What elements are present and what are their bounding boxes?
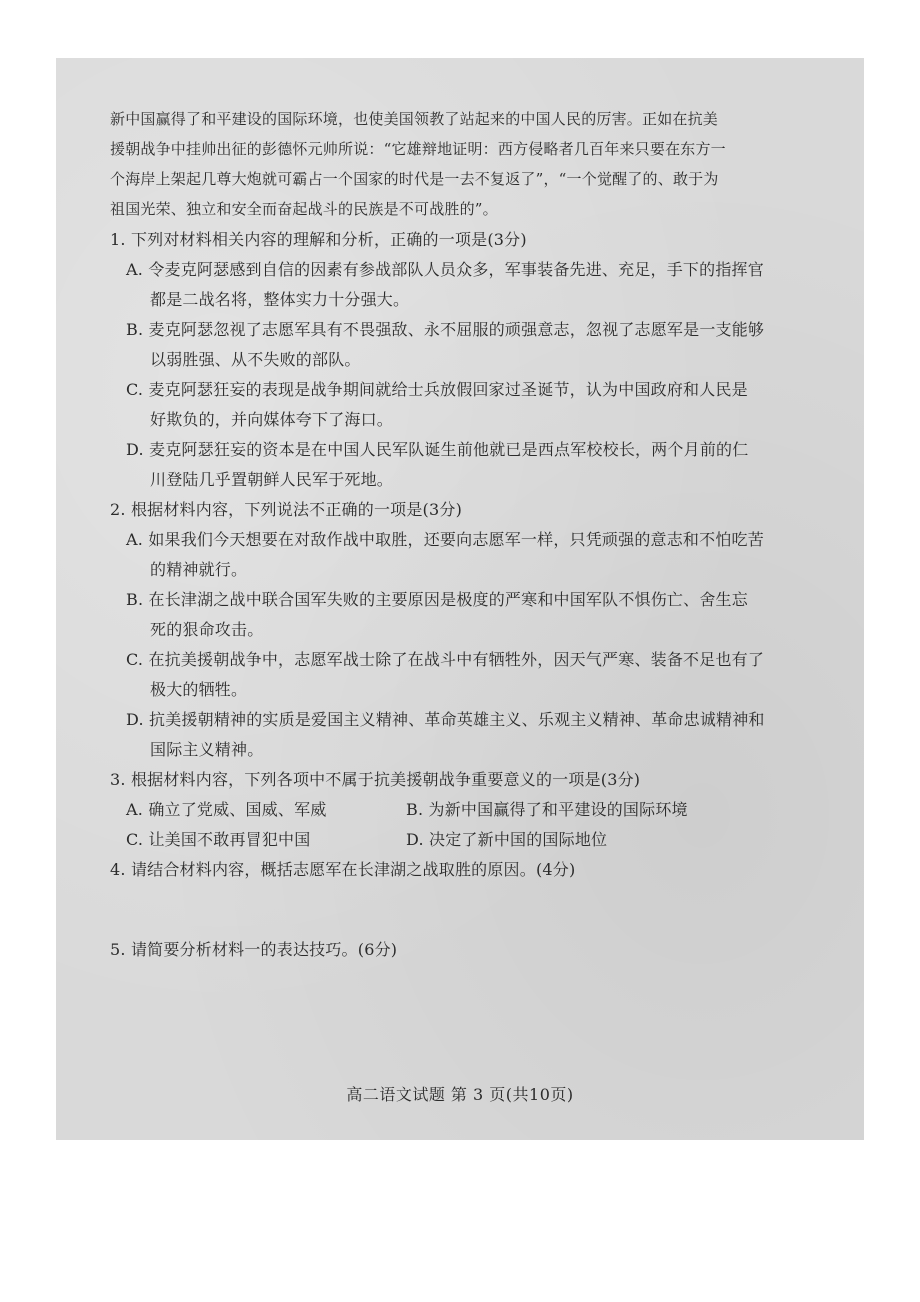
q1-option-c-cont: 好欺负的，并向媒体夸下了海口。 bbox=[150, 410, 394, 429]
q3-option-d: D. 决定了新中国的国际地位 bbox=[406, 830, 608, 849]
question-4-stem: 4. 请结合材料内容，概括志愿军在长津湖之战取胜的原因。(4分) bbox=[110, 860, 576, 879]
question-2-stem: 2. 根据材料内容，下列说法不正确的一项是(3分) bbox=[110, 500, 463, 519]
q1-option-a-cont: 都是二战名将，整体实力十分强大。 bbox=[150, 290, 410, 309]
q1-option-c: C. 麦克阿瑟狂妄的表现是战争期间就给士兵放假回家过圣诞节，认为中国政府和人民是 bbox=[126, 380, 748, 399]
q1-option-b-cont: 以弱胜强、从不失败的部队。 bbox=[150, 350, 361, 369]
page-footer: 高二语文试题 第 3 页(共10页) bbox=[346, 1085, 574, 1104]
q2-option-c-cont: 极大的牺牲。 bbox=[150, 680, 248, 699]
q3-option-a: A. 确立了党威、国威、军威 bbox=[126, 800, 327, 819]
q1-option-b: B. 麦克阿瑟忽视了志愿军具有不畏强敌、永不屈服的顽强意志，忽视了志愿军是一支能够 bbox=[126, 320, 765, 339]
question-1-stem: 1. 下列对材料相关内容的理解和分析，正确的一项是(3分) bbox=[110, 230, 527, 249]
q3-option-c: C. 让美国不敢再冒犯中国 bbox=[126, 830, 311, 849]
passage-line: 新中国赢得了和平建设的国际环境，也使美国领教了站起来的中国人民的厉害。正如在抗美 bbox=[110, 110, 719, 128]
q2-option-a-cont: 的精神就行。 bbox=[150, 560, 248, 579]
q1-option-a: A. 令麦克阿瑟感到自信的因素有参战部队人员众多，军事装备先进、充足，手下的指挥官 bbox=[126, 260, 764, 279]
q3-option-b: B. 为新中国赢得了和平建设的国际环境 bbox=[406, 800, 688, 819]
passage-line: 个海岸上架起几尊大炮就可霸占一个国家的时代是一去不复返了”，“一个觉醒了的、敢于为 bbox=[110, 170, 719, 188]
q1-option-d: D. 麦克阿瑟狂妄的资本是在中国人民军队诞生前他就已是西点军校校长，两个月前的仁 bbox=[126, 440, 749, 459]
question-5-stem: 5. 请简要分析材料一的表达技巧。(6分) bbox=[110, 940, 398, 959]
q1-option-d-cont: 川登陆几乎置朝鲜人民军于死地。 bbox=[150, 470, 394, 489]
question-3-stem: 3. 根据材料内容，下列各项中不属于抗美援朝战争重要意义的一项是(3分) bbox=[110, 770, 641, 789]
passage-line: 祖国光荣、独立和安全而奋起战斗的民族是不可战胜的”。 bbox=[110, 200, 498, 218]
q2-option-a: A. 如果我们今天想要在对敌作战中取胜，还要向志愿军一样，只凭顽强的意志和不怕吃苦 bbox=[126, 530, 764, 549]
passage-line: 援朝战争中挂帅出征的彭德怀元帅所说：“它雄辩地证明：西方侵略者几百年来只要在东方一 bbox=[110, 140, 726, 158]
exam-page bbox=[56, 58, 864, 1140]
q2-option-d: D. 抗美援朝精神的实质是爱国主义精神、革命英雄主义、乐观主义精神、革命忠诚精神和 bbox=[126, 710, 765, 729]
q2-option-b: B. 在长津湖之战中联合国军失败的主要原因是极度的严寒和中国军队不惧伤亡、舍生忘 bbox=[126, 590, 748, 609]
q2-option-c: C. 在抗美援朝战争中，志愿军战士除了在战斗中有牺牲外，因天气严寒、装备不足也有了 bbox=[126, 650, 765, 669]
q2-option-d-cont: 国际主义精神。 bbox=[150, 740, 264, 759]
q2-option-b-cont: 死的狠命攻击。 bbox=[150, 620, 264, 639]
